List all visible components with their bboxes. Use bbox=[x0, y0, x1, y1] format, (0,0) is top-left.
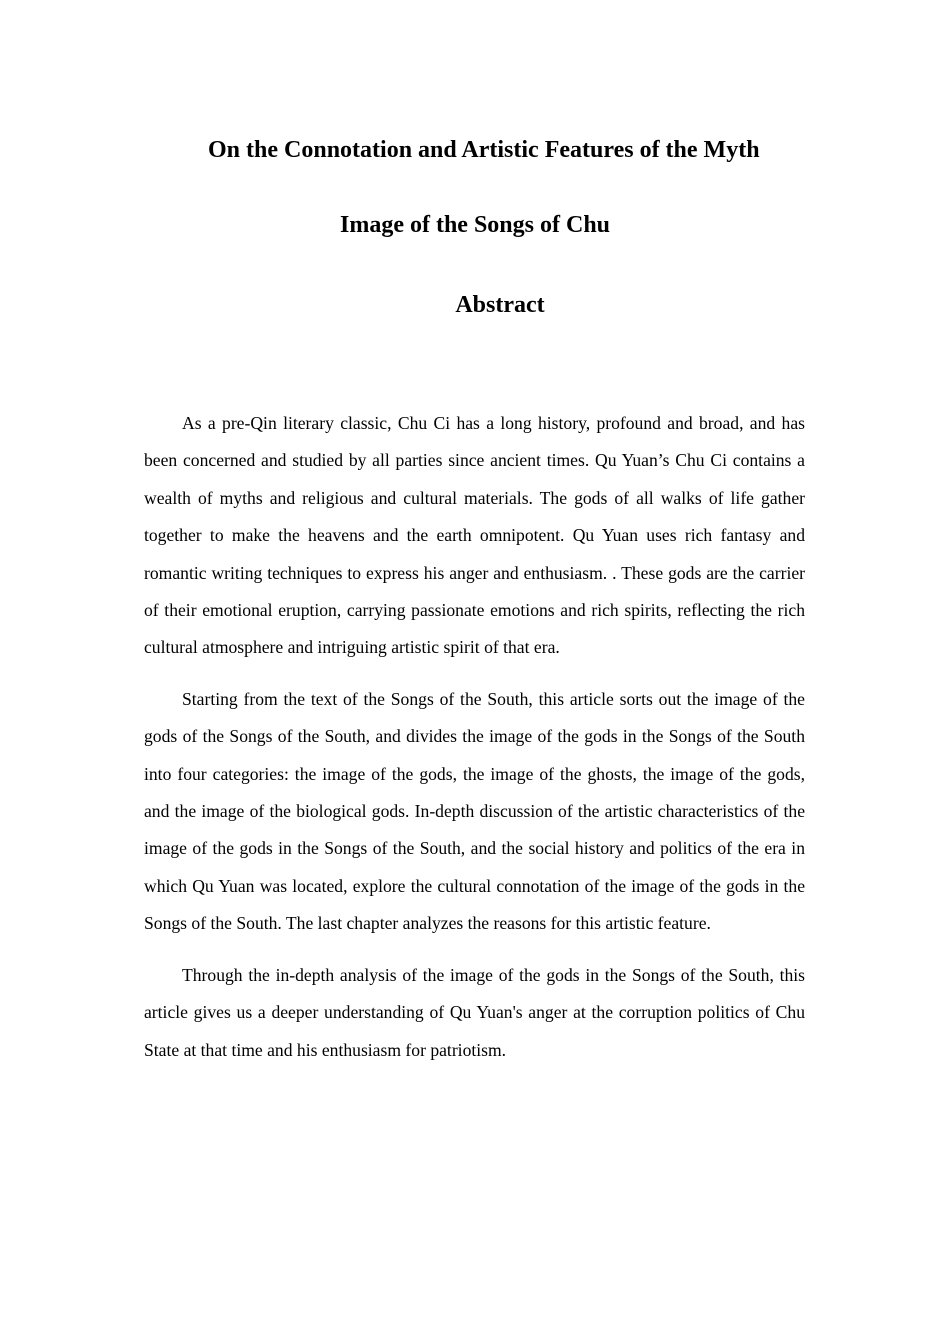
abstract-paragraph-3: Through the in-depth analysis of the image of the gods in the Songs of the South, this article gives us a deeper understanding of Qu Yuan's anger at the corruption politics of Chu State at that time and his enthusiasm for patriotism. bbox=[144, 964, 805, 1060]
abstract-heading: Abstract bbox=[455, 292, 545, 318]
abstract-paragraph-1: As a pre-Qin literary classic, Chu Ci has a long history, profound and broad, and has been concerned and studied by all parties since ancient times. Qu Yuan’s Chu Ci contains a wealth of myths and religious and cultural materials. The gods of all walks of life gather together to make the heavens and the earth omnipotent. Qu Yuan uses rich fantasy and romantic writing techniques to express his anger and enthusiasm. . These gods are the carrier of their emotional eruption, carrying passionate emotions and rich spirits, reflecting the rich cultural atmosphere and intriguing artistic spirit of that era. bbox=[144, 413, 805, 658]
abstract-paragraph-2: Starting from the text of the Songs of the South, this article sorts out the image of the gods of the Songs of the South, and divides the image of the gods in the Songs of the South into four categories: the image of the gods, the image of the ghosts, the image of the gods, and the image of the biological gods. In-depth discussion of the artistic characteristics of the image of the gods in the Songs of the South, and the social history and politics of the era in which Qu Yuan was located, explore the cultural connotation of the image of the gods in the Songs of the South. The last chapter analyzes the reasons for this artistic feature. bbox=[144, 688, 805, 934]
title-line-2: Image of the Songs of Chu bbox=[339, 212, 611, 238]
abstract-body bbox=[144, 405, 805, 1083]
title-line-1: On the Connotation and Artistic Features of the Myth bbox=[208, 137, 760, 163]
